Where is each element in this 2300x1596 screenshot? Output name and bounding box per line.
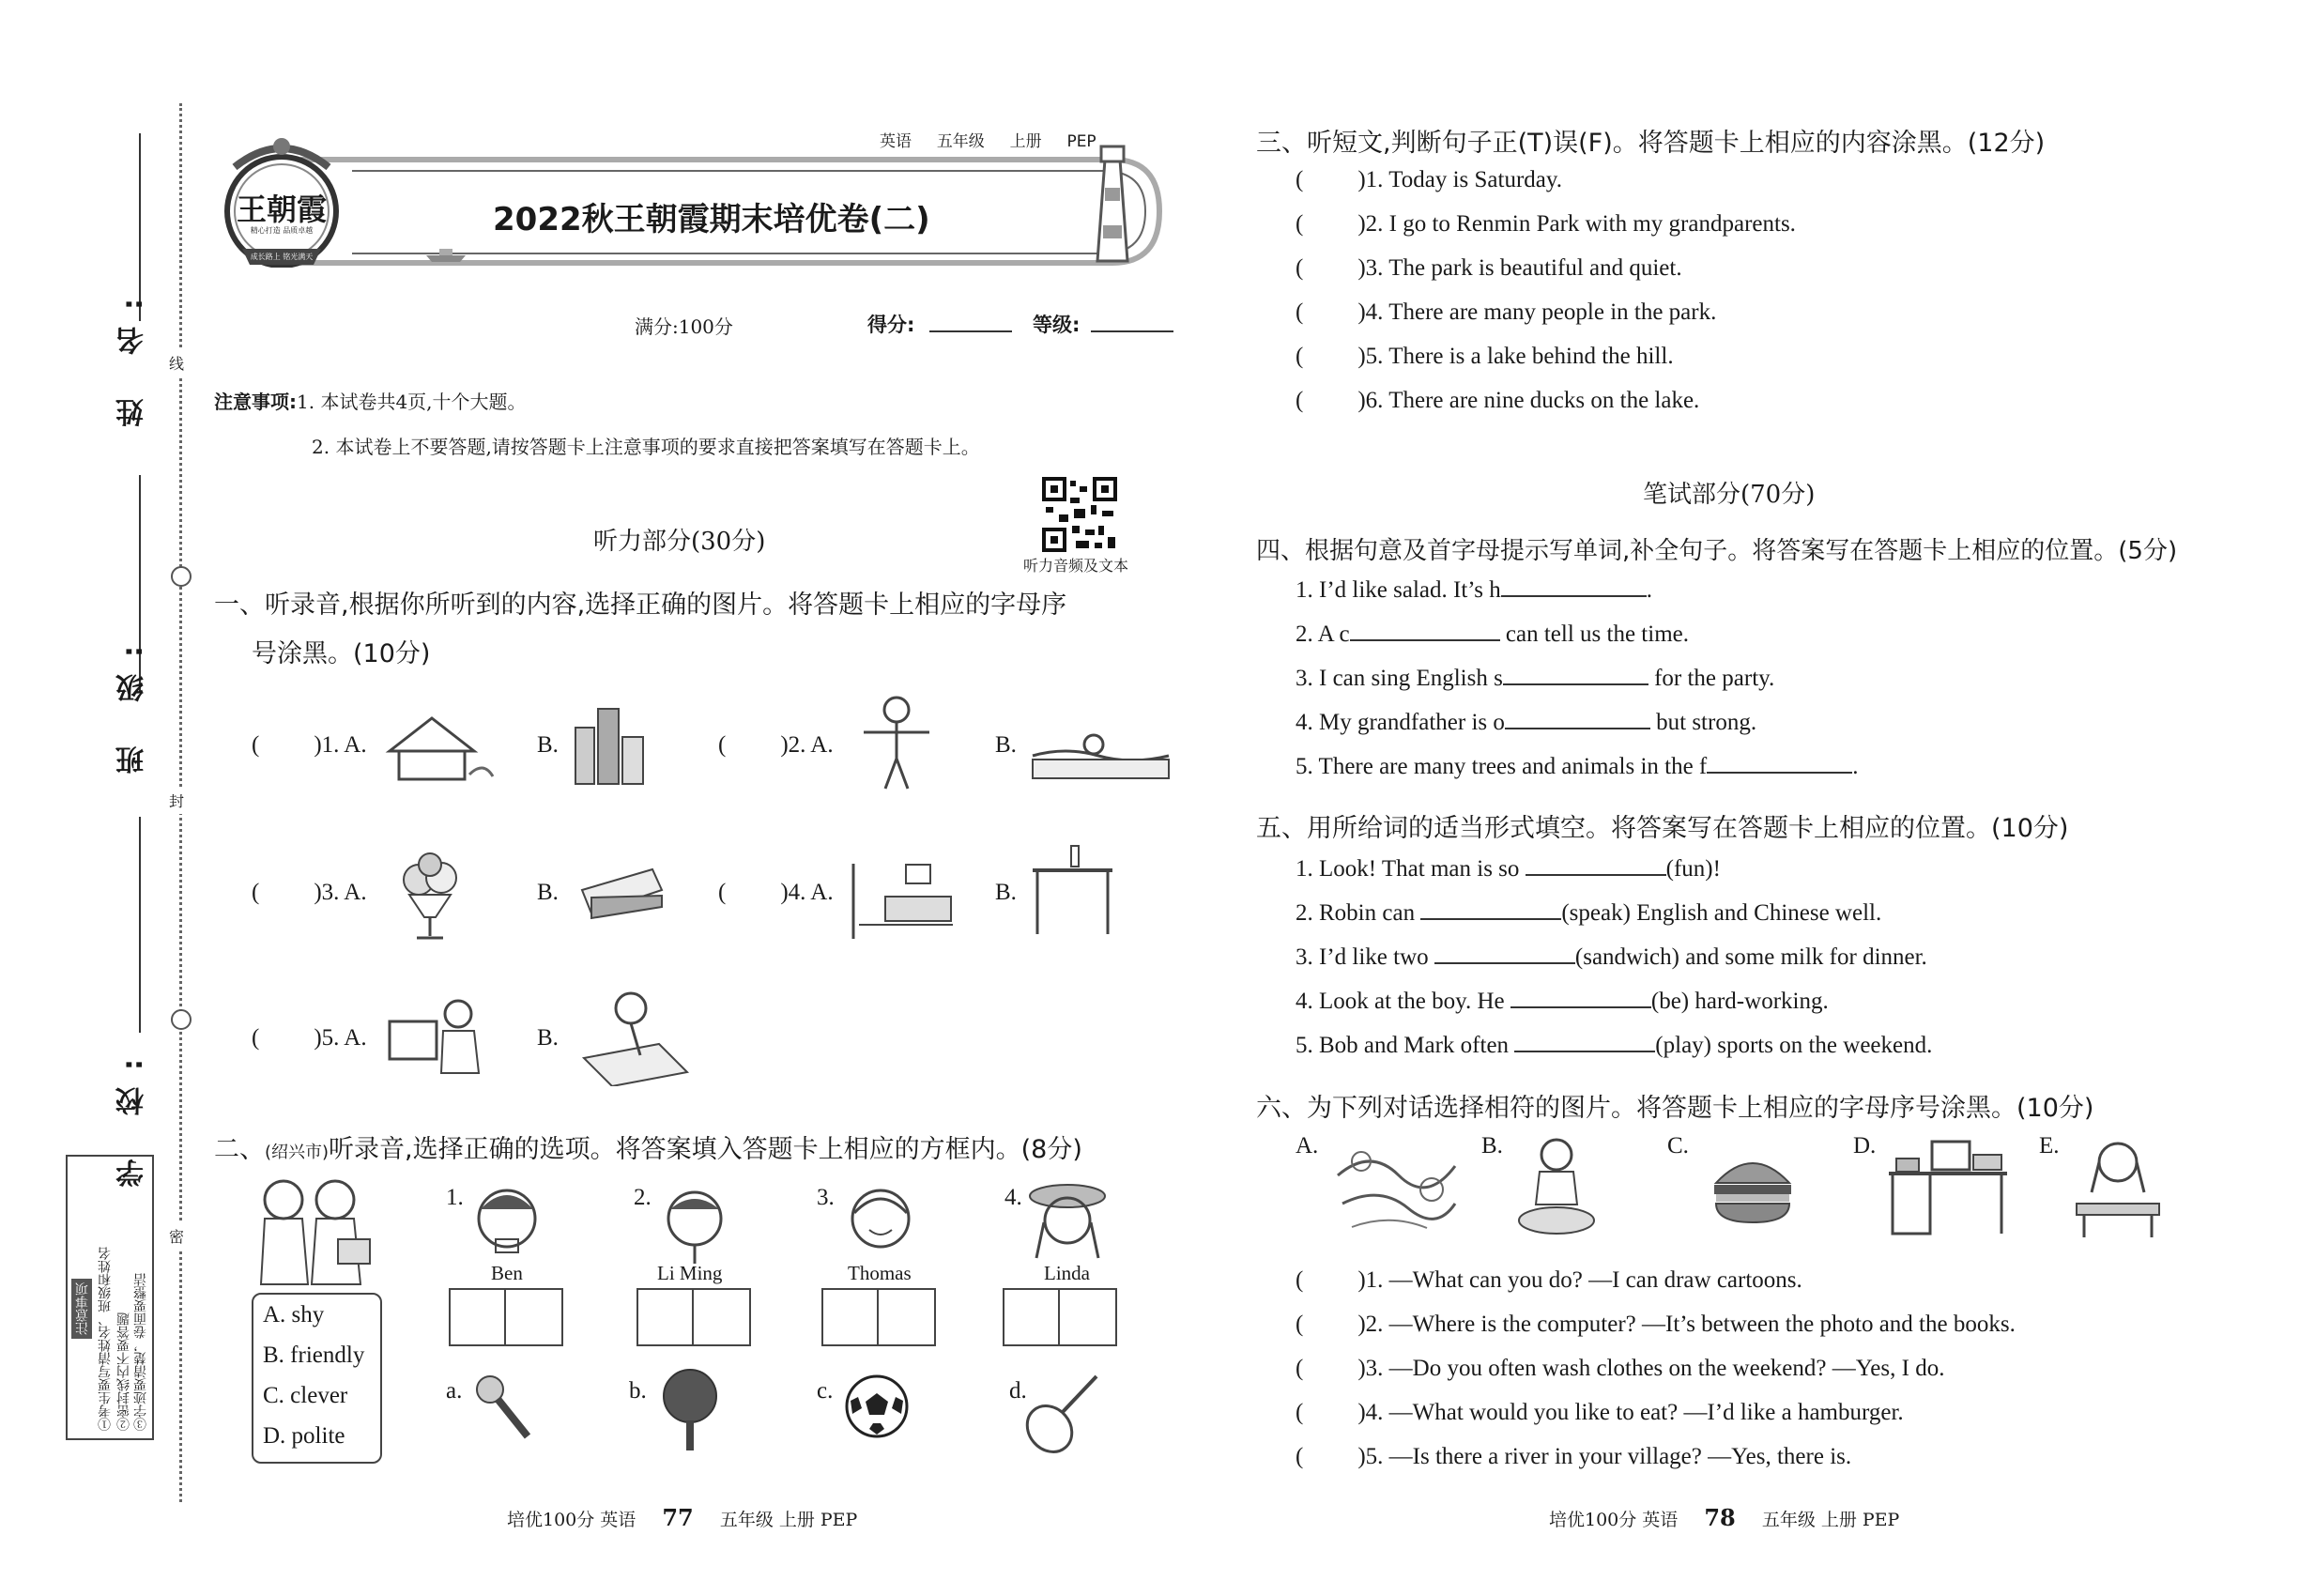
- q6-label: A.: [1296, 1133, 1319, 1159]
- thomas-portrait: [843, 1181, 918, 1266]
- school-field-line[interactable]: [139, 817, 141, 1033]
- q4-item: 2. A c can tell us the time.: [1296, 622, 1689, 647]
- q3-item: ( )5. There is a lake behind the hill.: [1296, 344, 1674, 369]
- q3-item: ( )3. The park is beautiful and quiet.: [1296, 255, 1682, 281]
- tag-subject: 英语: [880, 132, 912, 151]
- river-village-picture[interactable]: [1333, 1138, 1460, 1236]
- q4-item: 1. I’d like salad. It’s h .: [1296, 577, 1652, 603]
- q4-blank[interactable]: [1501, 595, 1647, 597]
- q2-object-label: d.: [1009, 1378, 1027, 1404]
- linda-portrait: [1025, 1175, 1110, 1265]
- q1-item-4-b: B.: [995, 880, 1017, 905]
- boy-skating-picture[interactable]: [859, 693, 934, 796]
- q2-answer-box-1[interactable]: [449, 1288, 563, 1346]
- q2-title: 二、(绍兴市)听录音,选择正确的选项。将答案填入答题卡上相应的方框内。(8分): [214, 1135, 1082, 1164]
- q4-item: 4. My grandfather is o but strong.: [1296, 710, 1757, 735]
- ping-pong-paddle-picture: [657, 1366, 723, 1455]
- table-with-glass-picture[interactable]: [1028, 840, 1117, 939]
- brand-logo: [216, 131, 347, 268]
- notes-item-2: 2. 本试卷上不要答题,请按答题卡上注意事项的要求直接把答案填写在答题卡上。: [312, 436, 980, 458]
- binding-notice-box: [66, 1155, 154, 1440]
- q1-item-1: ( )1. A.: [252, 732, 367, 758]
- li-ming-portrait: [657, 1181, 732, 1266]
- notice-item: ①考生要写清姓名、班级和姓名: [98, 1247, 113, 1431]
- girl-drawing-picture[interactable]: [2071, 1136, 2165, 1239]
- q2-option-c: C. clever: [263, 1383, 348, 1408]
- boy-washing-clothes-picture[interactable]: [1511, 1134, 1601, 1237]
- q5-blank[interactable]: [1526, 874, 1666, 876]
- q1-title-cont: 号涂黑。(10分): [252, 639, 431, 668]
- q5-item: 3. I’d like two (sandwich) and some milk for dinner.: [1296, 944, 1927, 970]
- q4-item: 3. I can sing English s for the party.: [1296, 666, 1775, 691]
- computer-desk-picture[interactable]: [850, 859, 958, 944]
- q2-city: (绍兴市): [265, 1143, 330, 1162]
- house-picture[interactable]: [380, 709, 498, 784]
- brand-slogan-2: 成长路上 铭光满天: [250, 253, 314, 261]
- qr-caption: 听力音频及文本: [1023, 557, 1129, 575]
- seal-mark-feng: 封: [169, 787, 184, 814]
- hamburger-picture[interactable]: [1710, 1147, 1795, 1227]
- notice-title: 注意事项: [71, 1279, 92, 1339]
- notice-item: ②密封线内不要答题: [116, 1312, 131, 1431]
- q5-blank[interactable]: [1434, 962, 1575, 964]
- tag-volume: 上册: [1009, 132, 1042, 151]
- ben-portrait: [469, 1181, 544, 1266]
- q1-item-3-b: B.: [537, 880, 559, 905]
- q1-item-4: ( )4. A.: [718, 880, 834, 905]
- q2-answer-box-4[interactable]: [1003, 1288, 1117, 1346]
- q6-label: D.: [1853, 1133, 1877, 1159]
- q4-blank[interactable]: [1505, 728, 1650, 729]
- page-number-right: 78: [1704, 1504, 1736, 1531]
- grade-label: 等级:: [1033, 314, 1081, 336]
- binding-hole: [171, 1009, 192, 1030]
- q5-title: 五、用所给词的适当形式填空。将答案写在答题卡上相应的位置。(10分): [1256, 814, 2069, 843]
- boy-using-computer-picture[interactable]: [385, 993, 488, 1087]
- q5-blank[interactable]: [1420, 918, 1561, 920]
- q2-answer-box-3[interactable]: [821, 1288, 936, 1346]
- tag-grade: 五年级: [936, 132, 985, 151]
- page-footer-right: 培优100分 英语 78 五年级 上册 PEP: [1549, 1504, 1900, 1531]
- q6-item: ( )2. —Where is the computer? —It’s between the photo and the books.: [1296, 1312, 2016, 1337]
- q5-blank[interactable]: [1514, 1051, 1655, 1052]
- q1-item-3: ( )3. A.: [252, 880, 367, 905]
- brand-slogan-1: 精心打造 品质卓越: [250, 226, 314, 235]
- q5-item: 5. Bob and Mark often (play) sports on the weekend.: [1296, 1033, 1933, 1058]
- q2-person-name: Li Ming: [657, 1262, 723, 1284]
- brand-name: 王朝霞: [236, 192, 327, 227]
- q2-object-label: c.: [817, 1378, 834, 1404]
- seal-mark-mi: 密: [169, 1222, 184, 1250]
- q6-item: ( )3. —Do you often wash clothes on the weekend? —Yes, I do.: [1296, 1356, 1945, 1381]
- q1-item-5: ( )5. A.: [252, 1025, 367, 1051]
- listening-section-title: 听力部分(30分): [593, 528, 766, 556]
- page-footer-left: 培优100分 英语 77 五年级 上册 PEP: [507, 1504, 858, 1531]
- q2-person-num: 2.: [634, 1185, 652, 1210]
- school-label: 学 校:: [116, 1042, 149, 1188]
- q3-title: 三、听短文,判断句子正(T)误(F)。将答题卡上相应的内容涂黑。(12分): [1256, 129, 2046, 158]
- q2-object-label: a.: [446, 1378, 463, 1404]
- q6-item: ( )5. —Is there a river in your village? —Yes, there is.: [1296, 1444, 1852, 1469]
- notice-item: ③字迹要清楚，卷面要整洁: [133, 1273, 148, 1431]
- q2-option-d: D. polite: [263, 1423, 345, 1449]
- city-buildings-picture[interactable]: [568, 699, 657, 789]
- pipa-instrument-picture: [1021, 1371, 1106, 1460]
- seal-mark-xian: 线: [169, 349, 184, 376]
- q6-label: C.: [1667, 1133, 1689, 1159]
- binding-strip: [56, 94, 188, 1502]
- q5-item: 2. Robin can (speak) English and Chinese well.: [1296, 900, 1882, 926]
- q6-label: E.: [2039, 1133, 2060, 1159]
- page-number-left: 77: [662, 1504, 694, 1531]
- q2-person-num: 3.: [817, 1185, 835, 1210]
- notes-item-1: 1. 本试卷共4页,十个大题。: [297, 391, 527, 413]
- microphone-picture: [469, 1369, 535, 1444]
- q2-person-name: Linda: [1044, 1262, 1090, 1284]
- header-banner: [211, 122, 1183, 272]
- q5-item: 1. Look! That man is so (fun)!: [1296, 856, 1721, 882]
- class-label: 班 级:: [116, 629, 149, 775]
- ship-icon: [422, 244, 469, 263]
- q6-item: ( )4. —What would you like to eat? —I’d like a hamburger.: [1296, 1400, 1904, 1425]
- ice-cream-picture[interactable]: [392, 852, 468, 945]
- q3-item: ( )1. Today is Saturday.: [1296, 167, 1562, 192]
- binding-hole: [171, 566, 192, 587]
- q2-person-num: 1.: [446, 1185, 464, 1210]
- q1-title: 一、听录音,根据你所听到的内容,选择正确的图片。将答题卡上相应的字母序: [214, 591, 1067, 620]
- score-full: 满分:100分: [635, 315, 733, 338]
- q2-person-name: Ben: [491, 1262, 523, 1284]
- q2-option-b: B. friendly: [263, 1343, 365, 1368]
- score-blank[interactable]: [929, 330, 1012, 332]
- q6-label: B.: [1481, 1133, 1503, 1159]
- score-label: 得分:: [867, 314, 915, 336]
- header-tags: [880, 128, 1096, 151]
- sandwich-picture[interactable]: [577, 862, 667, 928]
- swimming-picture[interactable]: [1028, 718, 1173, 784]
- q6-item: ( )1. —What can you do? —I can draw cartoons.: [1296, 1267, 1802, 1293]
- name-label: 姓 名:: [116, 282, 149, 427]
- q1-item-5-b: B.: [537, 1025, 559, 1051]
- soccer-ball-picture: [843, 1373, 911, 1440]
- writing-section-title: 笔试部分(70分): [1643, 481, 1816, 509]
- q6-title: 六、为下列对话选择相符的图片。将答题卡上相应的字母序号涂黑。(10分): [1256, 1094, 2094, 1123]
- desk-computer-books-picture[interactable]: [1887, 1138, 2009, 1236]
- q4-item: 5. There are many trees and animals in the f .: [1296, 754, 1859, 779]
- q3-item: ( )2. I go to Renmin Park with my grandparents.: [1296, 211, 1796, 237]
- q4-title: 四、根据句意及首字母提示写单词,补全句子。将答案写在答题卡上相应的位置。(5分): [1256, 537, 2178, 565]
- q3-item: ( )4. There are many people in the park.: [1296, 299, 1717, 325]
- q2-person-num: 4.: [1004, 1185, 1022, 1210]
- q1-item-2: ( )2. A.: [718, 732, 834, 758]
- q2-person-name: Thomas: [848, 1262, 912, 1284]
- q1-item-1-b: B.: [537, 732, 559, 758]
- lighthouse-icon: [1075, 141, 1150, 263]
- q2-options-box: [252, 1293, 382, 1464]
- q1-item-2-b: B.: [995, 732, 1017, 758]
- q4-blank[interactable]: [1503, 683, 1648, 685]
- q4-blank[interactable]: [1350, 639, 1500, 641]
- boy-drawing-picture[interactable]: [575, 988, 692, 1086]
- notes-line-1: [214, 387, 527, 414]
- q2-object-label: b.: [629, 1378, 647, 1404]
- q4-blank[interactable]: [1707, 772, 1852, 774]
- qr-code-icon[interactable]: [1042, 477, 1117, 552]
- q5-blank[interactable]: [1510, 1006, 1651, 1008]
- tag-edition: PEP: [1066, 132, 1096, 151]
- two-kids-reading-picture: [246, 1174, 377, 1286]
- q3-item: ( )6. There are nine ducks on the lake.: [1296, 388, 1700, 413]
- grade-blank[interactable]: [1091, 330, 1173, 332]
- q2-option-a: A. shy: [263, 1302, 325, 1327]
- q2-answer-box-2[interactable]: [636, 1288, 751, 1346]
- exam-title: 2022秋王朝霞期末培优卷(二): [493, 201, 930, 238]
- q5-item: 4. Look at the boy. He (be) hard-working.: [1296, 989, 1829, 1014]
- notes-label: 注意事项:: [214, 391, 297, 413]
